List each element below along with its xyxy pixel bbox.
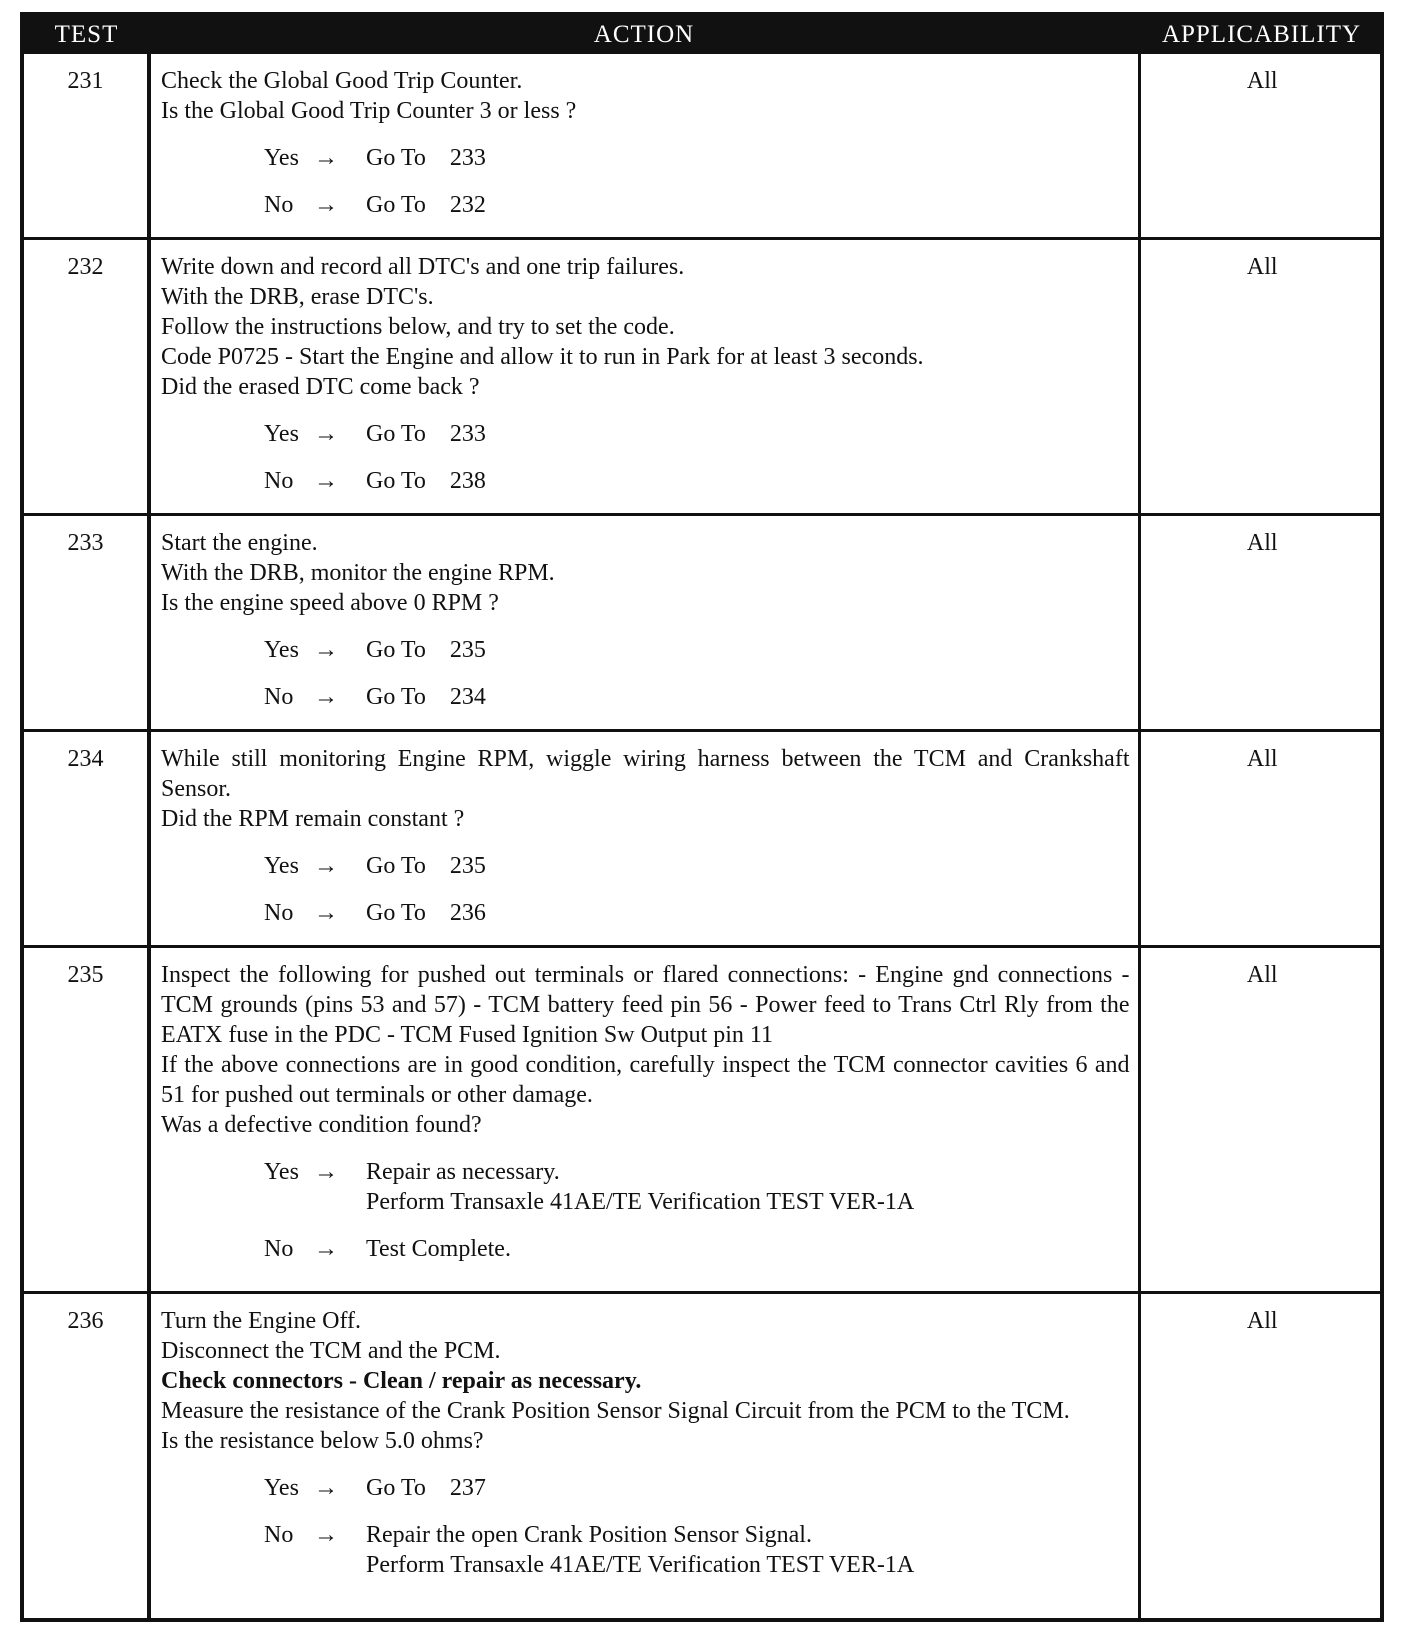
action-line: Turn the Engine Off.: [161, 1308, 361, 1334]
yes-instruction: [366, 1157, 914, 1217]
table-row: [24, 1293, 1384, 1619]
no-choice: [264, 1234, 1130, 1264]
goto-test-number: 232: [449, 192, 486, 218]
test-number: 236: [67, 1308, 104, 1334]
goto-target: Go To 238: [366, 468, 486, 494]
diagnostic-table-frame: [20, 12, 1384, 1622]
yes-label: Yes: [264, 853, 299, 879]
arrow-right-icon: →: [314, 900, 338, 926]
arrow-right-icon: →: [314, 192, 338, 218]
applicability-value: All: [1246, 254, 1278, 280]
header-applicability: APPLICABILITY: [1139, 16, 1384, 54]
action-line: With the DRB, monitor the engine RPM.: [161, 560, 555, 586]
test-number: 232: [67, 254, 104, 280]
arrow-right-icon: →: [314, 1475, 338, 1501]
action-line: Disconnect the TCM and the PCM.: [161, 1338, 501, 1364]
arrow-right-icon: →: [314, 421, 338, 447]
table-header: [24, 16, 1384, 54]
no-label: No: [264, 192, 294, 218]
instruction-line: Test Complete.: [366, 1236, 511, 1262]
yes-label: Yes: [264, 1475, 299, 1501]
yes-choice: [264, 851, 1130, 881]
test-number: 231: [67, 68, 104, 94]
action-cell: [149, 515, 1139, 731]
answer-choices: [161, 419, 1130, 496]
no-choice: [264, 190, 1130, 220]
action-line: Did the erased DTC come back ?: [161, 374, 480, 400]
action-line: Did the RPM remain constant ?: [161, 806, 465, 832]
arrow-right-icon: →: [314, 853, 338, 879]
no-choice: [264, 898, 1130, 928]
header-test: TEST: [24, 16, 149, 54]
applicability-value: All: [1246, 962, 1278, 988]
action-cell: [149, 731, 1139, 947]
goto-test-number: 236: [449, 900, 486, 926]
no-label: No: [264, 1236, 294, 1262]
goto-target: Go To 234: [366, 684, 486, 710]
arrow-right-icon: →: [314, 1236, 338, 1262]
action-paragraph: Inspect the following for pushed out terminals or flared connections: - Engine gnd connections - TCM grounds (pins 53 and 57) - TCM battery feed pin 56 - Power feed to Trans Ctrl Rly from the EATX fuse in the PDC - TCM Fused Ignition Sw Output pin 11: [161, 962, 1130, 1048]
goto-target: Go To 233: [366, 145, 486, 171]
goto-test-number: 235: [449, 637, 486, 663]
applicability-value: All: [1246, 530, 1278, 556]
action-line: Was a defective condition found?: [161, 1112, 482, 1138]
action-cell: [149, 947, 1139, 1293]
action-line: Check the Global Good Trip Counter.: [161, 68, 523, 94]
no-instruction: [366, 1234, 511, 1264]
action-line: Is the engine speed above 0 RPM ?: [161, 590, 499, 616]
no-label: No: [264, 900, 294, 926]
goto-test-number: 235: [449, 853, 486, 879]
arrow-right-icon: →: [314, 684, 338, 710]
goto-test-number: 234: [449, 684, 486, 710]
instruction-line: Perform Transaxle 41AE/TE Verification TEST VER-1A: [366, 1189, 915, 1215]
table-row: [24, 947, 1384, 1293]
table-row: [24, 54, 1384, 239]
applicability-value: All: [1246, 746, 1278, 772]
action-line: With the DRB, erase DTC's.: [161, 284, 434, 310]
answer-choices: [161, 143, 1130, 220]
yes-label: Yes: [264, 1159, 299, 1185]
goto-target: Go To 237: [366, 1475, 486, 1501]
answer-choices: [161, 1157, 1130, 1264]
action-cell: [149, 239, 1139, 515]
applicability-value: All: [1246, 68, 1278, 94]
arrow-right-icon: →: [314, 637, 338, 663]
goto-test-number: 237: [449, 1475, 486, 1501]
applicability-value: All: [1246, 1308, 1278, 1334]
answer-choices: [161, 635, 1130, 712]
answer-choices: [161, 851, 1130, 928]
action-line: Is the resistance below 5.0 ohms?: [161, 1428, 484, 1454]
action-cell: [149, 1293, 1139, 1619]
table-row: [24, 515, 1384, 731]
yes-choice: [264, 419, 1130, 449]
goto-test-number: 233: [449, 421, 486, 447]
yes-label: Yes: [264, 145, 299, 171]
action-line: Follow the instructions below, and try to set the code.: [161, 314, 675, 340]
action-line: Code P0725 - Start the Engine and allow it to run in Park for at least 3 seconds.: [161, 344, 924, 370]
action-line: Is the Global Good Trip Counter 3 or less ?: [161, 98, 577, 124]
no-label: No: [264, 684, 294, 710]
no-instruction: [366, 1520, 914, 1580]
goto-target: Go To 232: [366, 192, 486, 218]
yes-choice: [264, 1157, 1130, 1217]
goto-test-number: 233: [449, 145, 486, 171]
test-number: 234: [67, 746, 104, 772]
yes-label: Yes: [264, 637, 299, 663]
action-paragraph: While still monitoring Engine RPM, wiggle wiring harness between the TCM and Crankshaft Sensor.: [161, 746, 1130, 802]
action-paragraph: Measure the resistance of the Crank Position Sensor Signal Circuit from the PCM to the TCM.: [161, 1398, 1070, 1424]
arrow-right-icon: →: [314, 468, 338, 494]
yes-label: Yes: [264, 421, 299, 447]
no-choice: [264, 466, 1130, 496]
yes-choice: [264, 1473, 1130, 1503]
header-action: ACTION: [149, 16, 1139, 54]
action-paragraph: If the above connections are in good condition, carefully inspect the TCM connector cavities 6 and 51 for pushed out terminals or other damage.: [161, 1052, 1130, 1108]
goto-target: Go To 233: [366, 421, 486, 447]
instruction-line: Repair as necessary.: [366, 1159, 560, 1185]
no-label: No: [264, 1522, 294, 1548]
goto-test-number: 238: [449, 468, 486, 494]
instruction-line: Repair the open Crank Position Sensor Signal.: [366, 1522, 812, 1548]
no-choice: [264, 682, 1130, 712]
answer-choices: [161, 1473, 1130, 1580]
action-cell: [149, 54, 1139, 239]
test-number: 235: [67, 962, 104, 988]
action-line: Write down and record all DTC's and one trip failures.: [161, 254, 685, 280]
table-row: [24, 239, 1384, 515]
instruction-line: Perform Transaxle 41AE/TE Verification TEST VER-1A: [366, 1552, 915, 1578]
table-row: [24, 731, 1384, 947]
arrow-right-icon: →: [314, 1522, 338, 1548]
goto-target: Go To 235: [366, 637, 486, 663]
yes-choice: [264, 635, 1130, 665]
action-line: Start the engine.: [161, 530, 318, 556]
goto-target: Go To 235: [366, 853, 486, 879]
diagnostic-test-table: [24, 16, 1384, 1618]
no-label: No: [264, 468, 294, 494]
arrow-right-icon: →: [314, 1159, 338, 1185]
test-number: 233: [67, 530, 104, 556]
action-warning-line: Check connectors - Clean / repair as necessary.: [161, 1368, 642, 1394]
yes-choice: [264, 143, 1130, 173]
arrow-right-icon: →: [314, 145, 338, 171]
no-choice: [264, 1520, 1130, 1580]
goto-target: Go To 236: [366, 900, 486, 926]
